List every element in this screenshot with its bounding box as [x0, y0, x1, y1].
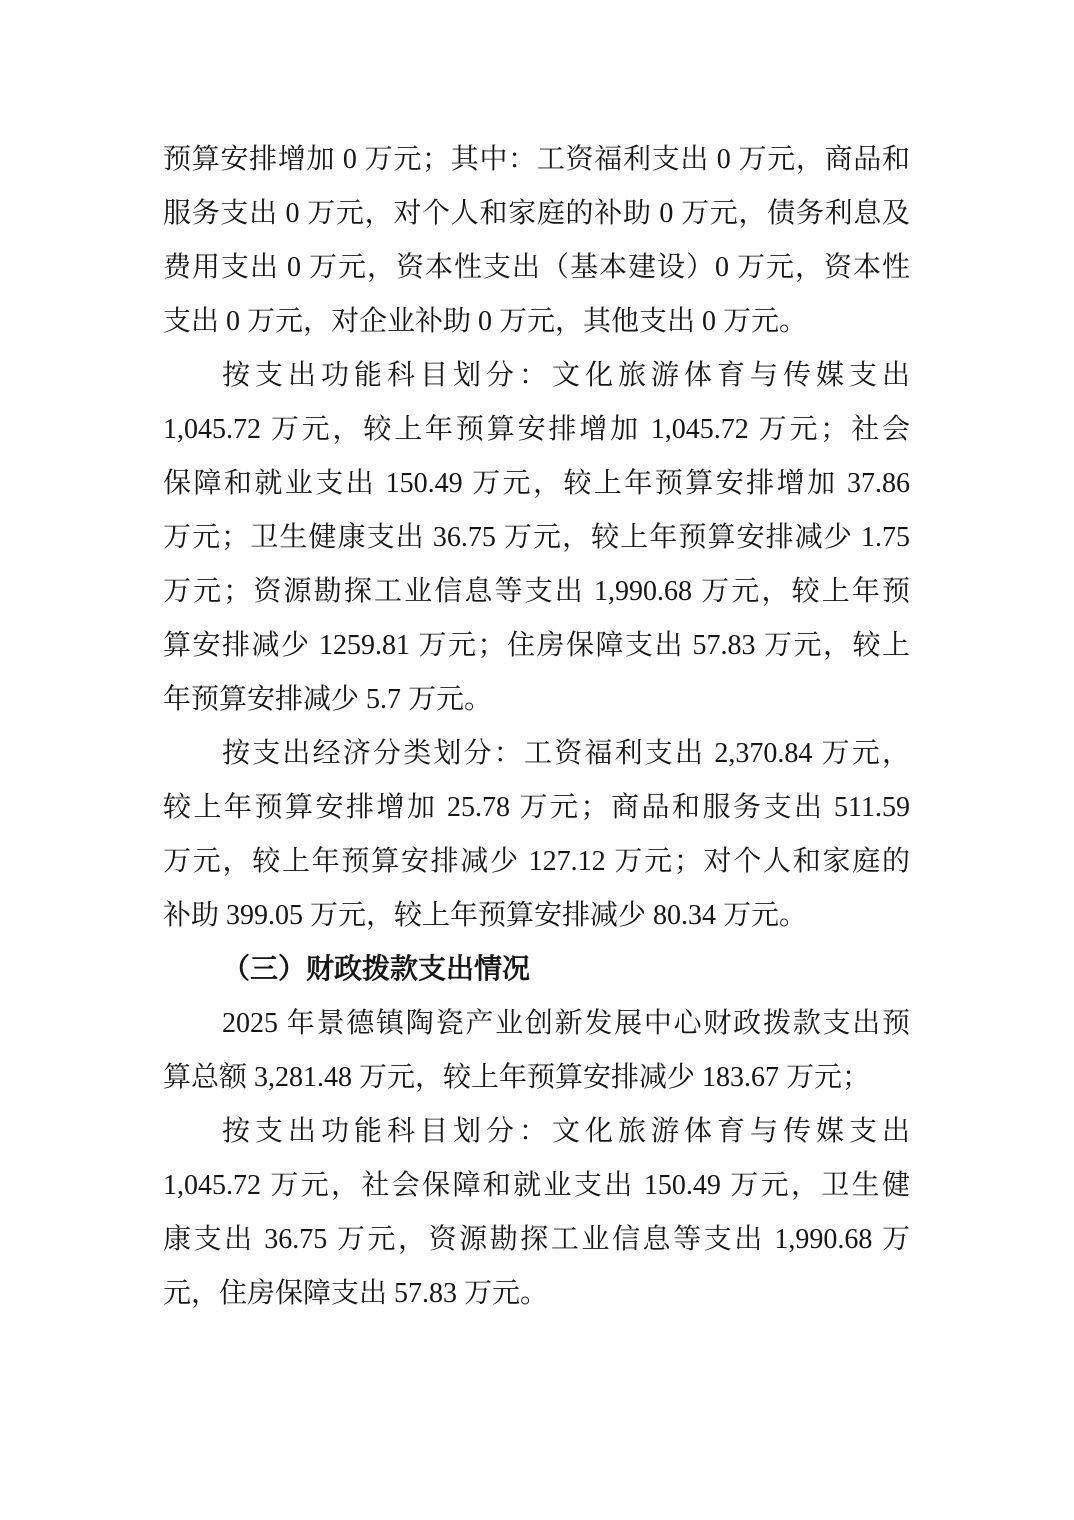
- text-line: 算安排减少 1259.81 万元；住房保障支出 57.83 万元，较上: [163, 630, 910, 661]
- text-line: 按支出功能科目划分：文化旅游体育与传媒支出: [222, 1116, 910, 1147]
- text-line: 费用支出 0 万元，资本性支出（基本建设）0 万元，资本性: [163, 252, 910, 283]
- text-line: 万元，较上年预算安排减少 127.12 万元；对个人和家庭的: [163, 846, 910, 877]
- text-line: 万元；资源勘探工业信息等支出 1,990.68 万元，较上年预: [163, 576, 910, 607]
- document-body: [163, 133, 910, 1321]
- text-line: 预算安排增加 0 万元；其中：工资福利支出 0 万元，商品和: [163, 144, 910, 175]
- text-line: 康支出 36.75 万元，资源勘探工业信息等支出 1,990.68 万: [163, 1224, 910, 1255]
- text-line: 服务支出 0 万元，对个人和家庭的补助 0 万元，债务利息及: [163, 198, 910, 229]
- text-line: 算总额 3,281.48 万元，较上年预算安排减少 183.67 万元；: [163, 1062, 871, 1093]
- text-line: 较上年预算安排增加 25.78 万元；商品和服务支出 511.59: [163, 792, 910, 823]
- text-line: 补助 399.05 万元，较上年预算安排减少 80.34 万元。: [163, 900, 808, 931]
- text-line: 支出 0 万元，对企业补助 0 万元，其他支出 0 万元。: [163, 306, 808, 337]
- text-line: 元，住房保障支出 57.83 万元。: [163, 1278, 549, 1309]
- text-line: 2025 年景德镇陶瓷产业创新发展中心财政拨款支出预: [222, 1008, 910, 1039]
- text-line: 1,045.72 万元，社会保障和就业支出 150.49 万元，卫生健: [163, 1170, 910, 1201]
- text-line: 1,045.72 万元，较上年预算安排增加 1,045.72 万元；社会: [163, 414, 910, 445]
- text-line: 万元；卫生健康支出 36.75 万元，较上年预算安排减少 1.75: [163, 522, 910, 553]
- text-line: 按支出经济分类划分：工资福利支出 2,370.84 万元，: [222, 738, 910, 769]
- section-heading: （三）财政拨款支出情况: [222, 954, 531, 985]
- text-line: 按支出功能科目划分：文化旅游体育与传媒支出: [222, 360, 910, 391]
- text-line: 年预算安排减少 5.7 万元。: [163, 684, 493, 715]
- text-line: 保障和就业支出 150.49 万元，较上年预算安排增加 37.86: [163, 468, 910, 499]
